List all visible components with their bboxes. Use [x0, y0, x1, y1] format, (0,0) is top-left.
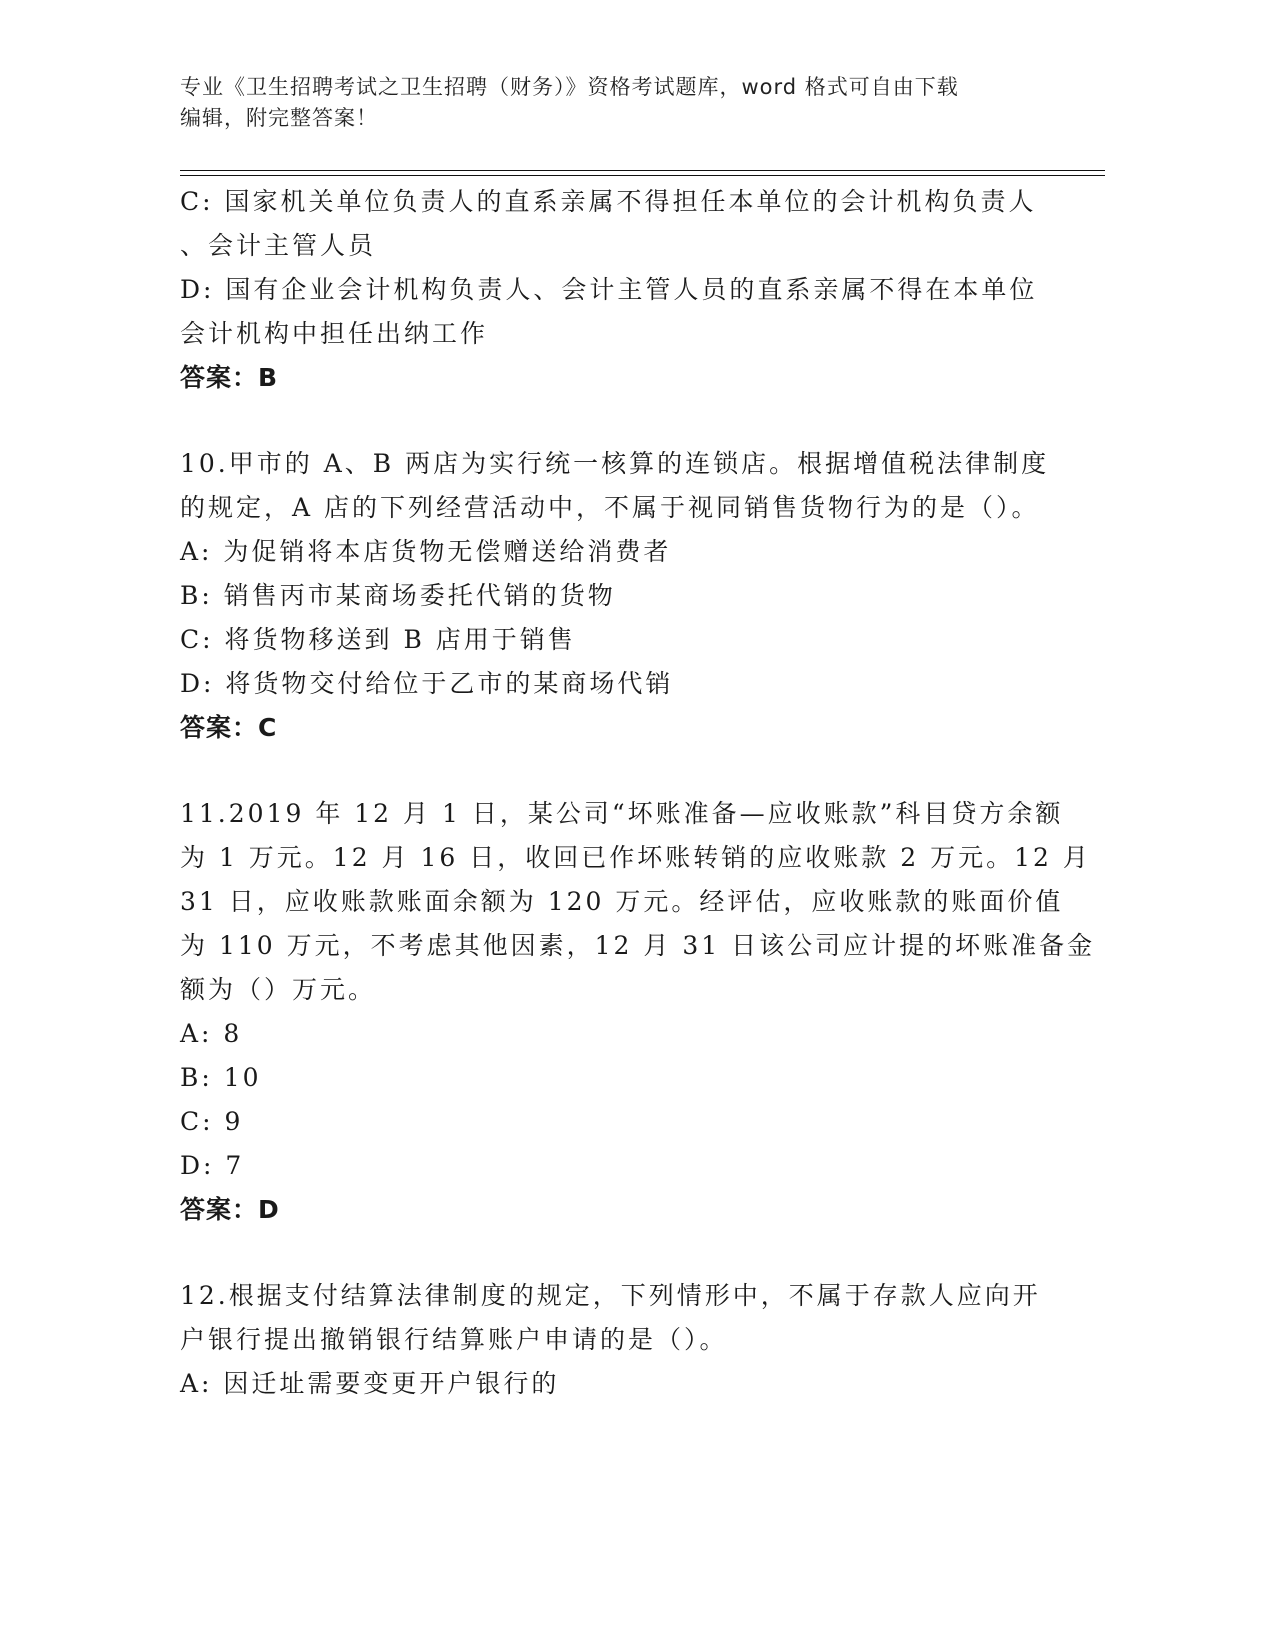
spacer [180, 1232, 1060, 1274]
question-stem-line: 11.2019 年 12 月 1 日，某公司“坏账准备—应收账款”科目贷方余额 [180, 799, 1064, 828]
header-line-2: 编辑，附完整答案！ [180, 106, 378, 130]
option-b: B: 销售丙市某商场委托代销的货物 [180, 581, 616, 610]
spacer [180, 400, 1060, 442]
question-10 [180, 442, 1060, 750]
question-content [180, 180, 1096, 1406]
question-stem-line: 10.甲市的 A、B 两店为实行统一核算的连锁店。根据增值税法律制度 [180, 449, 1050, 478]
spacer [180, 750, 1060, 792]
option-d: D: 将货物交付给位于乙市的某商场代销 [180, 669, 674, 698]
header-divider-top [180, 170, 1105, 171]
option-c: C: 将货物移送到 B 店用于销售 [180, 625, 576, 654]
answer-label: 答案：D [180, 1195, 280, 1224]
option-b: B: 10 [180, 1063, 262, 1092]
page-header [180, 72, 1040, 134]
header-line-1: 专业《卫生招聘考试之卫生招聘（财务）》资格考试题库，word 格式可自由下载 [180, 75, 959, 99]
option-c: C: 9 [180, 1107, 244, 1136]
option-d: D: 7 [180, 1151, 245, 1180]
option-a: A: 为促销将本店货物无偿赠送给消费者 [180, 537, 672, 566]
question-9-tail [180, 180, 1060, 400]
question-stem-line: 的规定，A 店的下列经营活动中，不属于视同销售货物行为的是（）。 [180, 493, 1040, 522]
answer-label: 答案：B [180, 363, 279, 392]
option-c-line: C: 国家机关单位负责人的直系亲属不得担任本单位的会计机构负责人 [180, 187, 1037, 216]
header-divider-bottom [180, 175, 1105, 176]
question-stem-line: 12.根据支付结算法律制度的规定，下列情形中，不属于存款人应向开 [180, 1281, 1041, 1310]
option-d-line: D: 国有企业会计机构负责人、会计主管人员的直系亲属不得在本单位 [180, 275, 1038, 304]
question-stem-line: 额为（）万元。 [180, 975, 377, 1004]
option-a: A: 因迁址需要变更开户银行的 [180, 1369, 560, 1398]
option-a: A: 8 [180, 1019, 243, 1048]
question-stem-line: 31 日，应收账款账面余额为 120 万元。经评估，应收账款的账面价值 [180, 887, 1064, 916]
question-11 [180, 792, 1096, 1232]
answer-label: 答案：C [180, 713, 278, 742]
option-d-line: 会计机构中担任出纳工作 [180, 319, 489, 348]
question-stem-line: 户银行提出撤销银行结算账户申请的是（）。 [180, 1325, 728, 1354]
question-12 [180, 1274, 1060, 1406]
option-c-line: 、会计主管人员 [180, 231, 377, 260]
question-stem-line: 为 110 万元，不考虑其他因素，12 月 31 日该公司应计提的坏账准备金 [180, 931, 1096, 960]
question-stem-line: 为 1 万元。12 月 16 日，收回已作坏账转销的应收账款 2 万元。12 月 [180, 843, 1091, 872]
